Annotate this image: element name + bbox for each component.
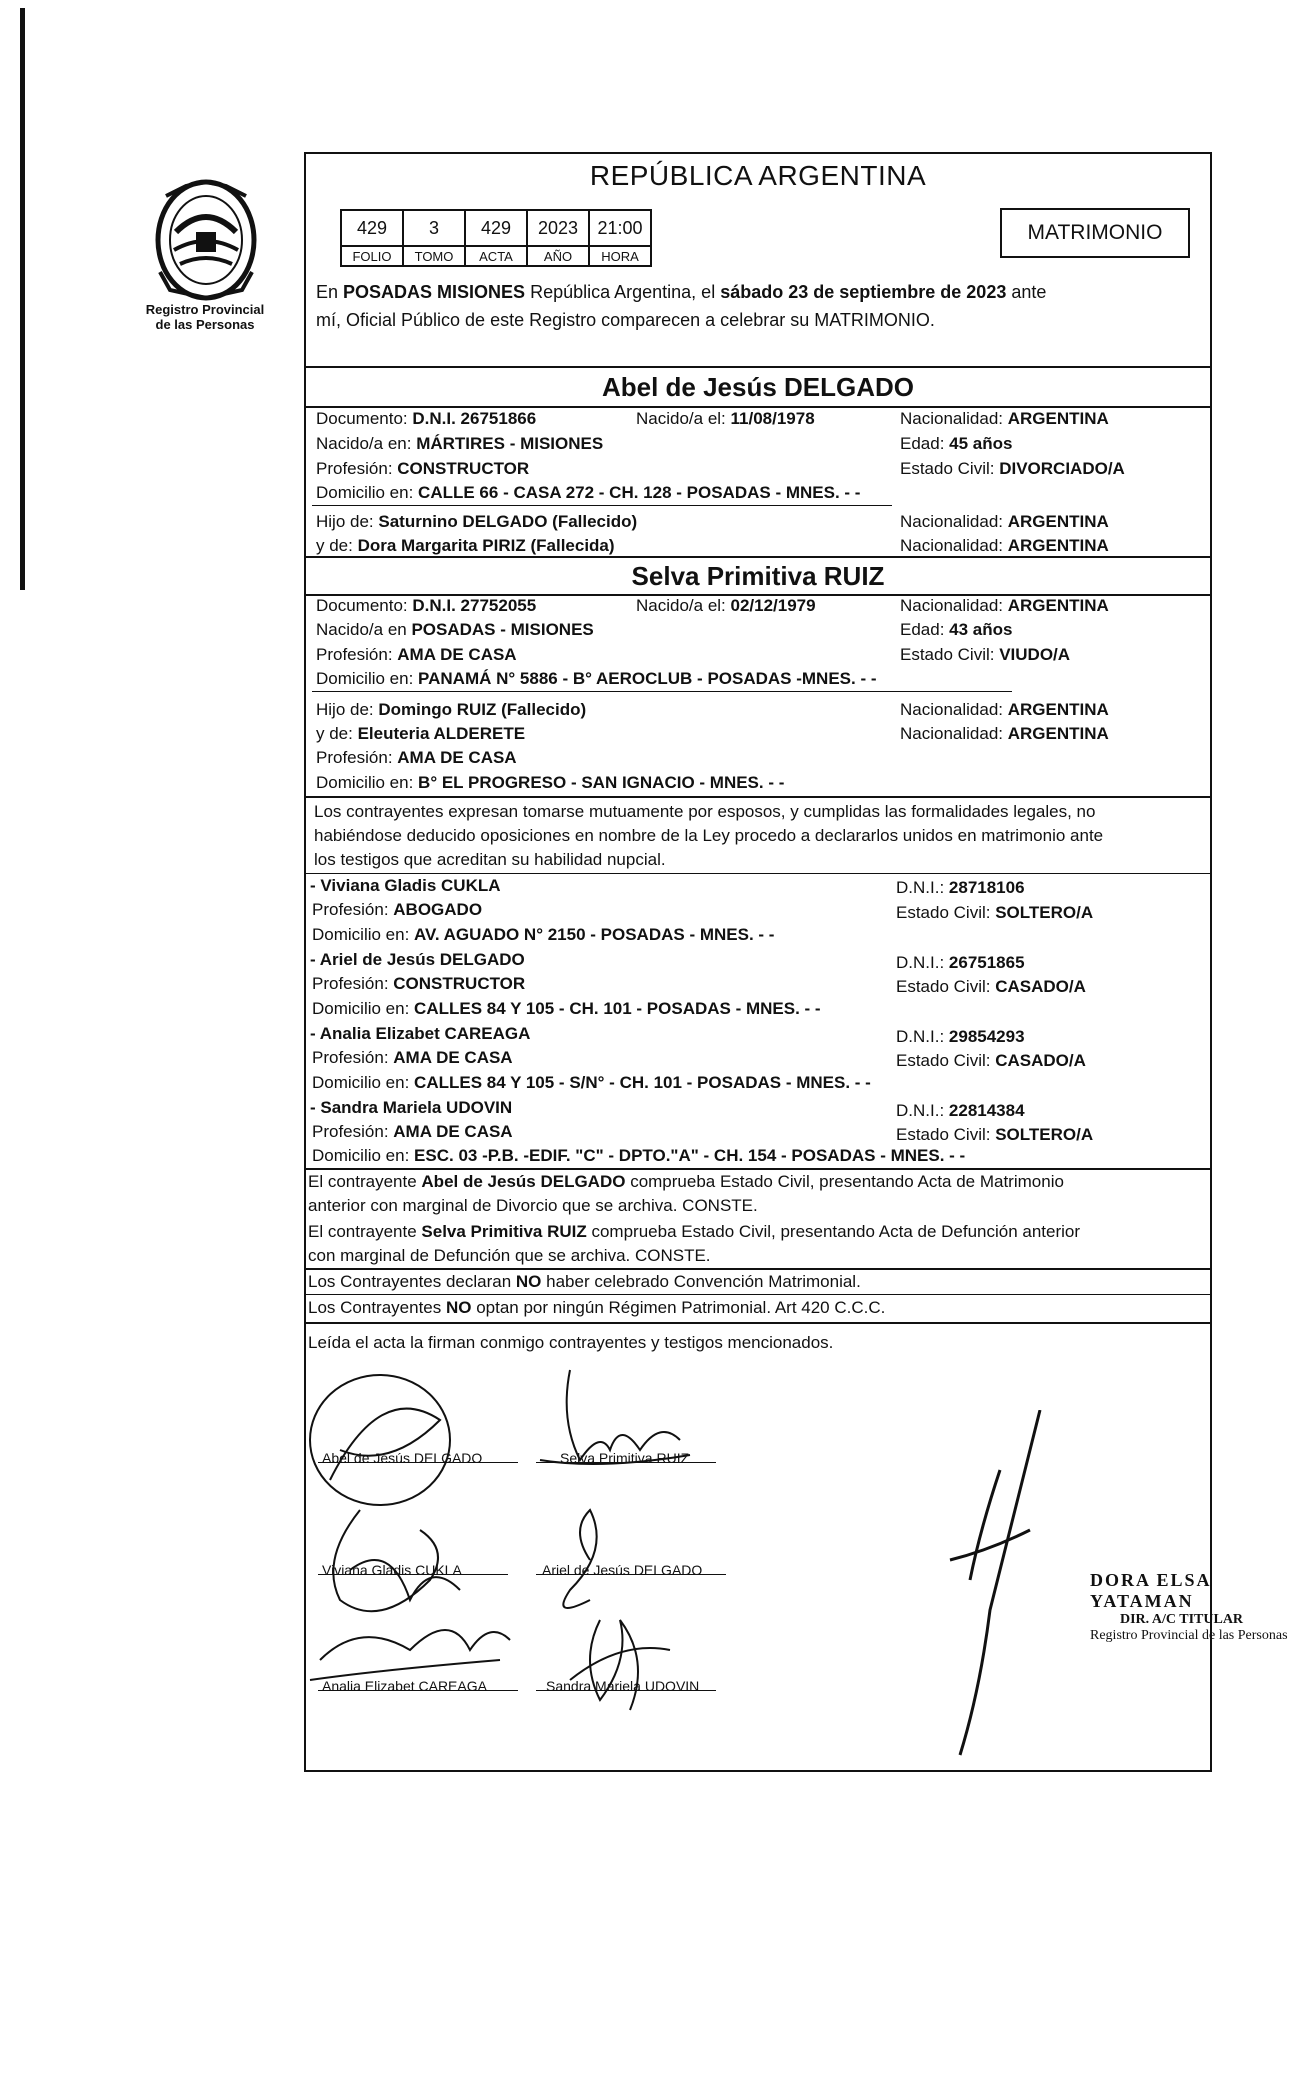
- witness-civil-status: Estado Civil: SOLTERO/A: [896, 1125, 1094, 1144]
- year-label: AÑO: [527, 246, 589, 266]
- intro-line1: En POSADAS MISIONES República Argentina, el sábado 23 de septiembre de 2023 ante: [316, 282, 1047, 302]
- spouse2-profession: Profesión: AMA DE CASA: [316, 645, 517, 664]
- tomo-label: TOMO: [403, 246, 465, 266]
- registry-label: [120, 302, 290, 332]
- spouse2-mother-address: Domicilio en: B° EL PROGRESO - SAN IGNACIO - MNES. - -: [316, 773, 785, 792]
- witness-address: Domicilio en: AV. AGUADO N° 2150 - POSADAS - MNES. - -: [312, 925, 775, 944]
- spouse2-mother-profession: Profesión: AMA DE CASA: [316, 748, 517, 767]
- spouse1-address: Domicilio en: CALLE 66 - CASA 272 - CH. 128 - POSADAS - MNES. - -: [316, 483, 861, 502]
- signature-label-6: Sandra Mariela UDOVIN: [546, 1678, 700, 1694]
- witness-address: Domicilio en: ESC. 03 -P.B. -EDIF. "C" - DPTO."A" - CH. 154 - POSADAS - MNES. - -: [312, 1146, 966, 1165]
- signature-label-5: Analia Elizabet CAREAGA: [322, 1678, 487, 1694]
- intro-date: sábado 23 de septiembre de 2023: [720, 282, 1007, 302]
- tomo-value: 3: [403, 210, 465, 246]
- registry-label-line1: Registro Provincial: [145, 302, 265, 317]
- note-4: Los Contrayentes NO optan por ningún Régimen Patrimonial. Art 420 C.C.C.: [308, 1298, 886, 1317]
- spouse1-document: Documento: D.N.I. 26751866: [316, 409, 537, 428]
- witness-name: - Ariel de Jesús DELGADO: [310, 950, 525, 969]
- declaration-line3: los testigos que acreditan su habilidad nupcial.: [314, 850, 666, 869]
- intro-line2: mí, Oficial Público de este Registro comparecen a celebrar su MATRIMONIO.: [316, 310, 935, 330]
- witness-civil-status: Estado Civil: CASADO/A: [896, 1051, 1086, 1070]
- divider: [304, 1268, 1212, 1270]
- country-title: REPÚBLICA ARGENTINA: [589, 160, 927, 191]
- official-stamp: [1090, 1570, 1297, 1644]
- act-type-box: MATRIMONIO: [1000, 208, 1190, 258]
- spouse1-mother-nationality: Nacionalidad: ARGENTINA: [900, 536, 1109, 555]
- spouse1-name: Abel de Jesús DELGADO: [601, 372, 915, 402]
- folio-label: FOLIO: [341, 246, 403, 266]
- signature-label-4: Ariel de Jesús DELGADO: [542, 1562, 703, 1578]
- act-number-table: [340, 209, 652, 267]
- spouse1-age: Edad: 45 años: [900, 434, 1013, 453]
- witness-profession: Profesión: ABOGADO: [312, 900, 483, 919]
- witness-dni: D.N.I.: 29854293: [896, 1027, 1025, 1046]
- year-value: 2023: [527, 210, 589, 246]
- divider: [304, 406, 1212, 408]
- note-1-line2: anterior con marginal de Divorcio que se archiva. CONSTE.: [308, 1196, 758, 1215]
- witness-profession: Profesión: AMA DE CASA: [312, 1048, 513, 1067]
- margin-bar: [20, 8, 25, 590]
- intro-place: POSADAS MISIONES: [343, 282, 526, 302]
- spouse2-mother: y de: Eleuteria ALDERETE: [316, 724, 526, 743]
- spouse2-name: Selva Primitiva RUIZ: [631, 561, 885, 591]
- spouse1-father-nationality: Nacionalidad: ARGENTINA: [900, 512, 1109, 531]
- divider: [312, 505, 892, 506]
- stamp-line1: DORA ELSA YATAMAN: [1090, 1570, 1211, 1611]
- witness-dni: D.N.I.: 28718106: [896, 878, 1025, 897]
- note-1-line1: El contrayente Abel de Jesús DELGADO comprueba Estado Civil, presentando Acta de Matrimonio: [308, 1172, 1064, 1191]
- witness-profession: Profesión: CONSTRUCTOR: [312, 974, 526, 993]
- closing-statement: Leída el acta la firman conmigo contrayentes y testigos mencionados.: [308, 1333, 834, 1352]
- spouse2-father-nationality: Nacionalidad: ARGENTINA: [900, 700, 1109, 719]
- spouse2-mother-nationality: Nacionalidad: ARGENTINA: [900, 724, 1109, 743]
- folio-value: 429: [341, 210, 403, 246]
- divider: [304, 1168, 1212, 1170]
- spouse2-address: Domicilio en: PANAMÁ N° 5886 - B° AEROCLUB - POSADAS -MNES. - -: [316, 669, 877, 688]
- handwritten-signatures: [300, 1360, 760, 1740]
- declaration-line2: habiéndose deducido oposiciones en nombre de la Ley procedo a declararlos unidos en matrimonio ante: [314, 826, 1104, 845]
- witness-dni: D.N.I.: 26751865: [896, 953, 1025, 972]
- declaration-line1: Los contrayentes expresan tomarse mutuamente por esposos, y cumplidas las formalidades legales, no: [314, 802, 1096, 821]
- divider: [304, 1294, 1212, 1295]
- spouse1-civil-status: Estado Civil: DIVORCIADO/A: [900, 459, 1125, 478]
- witness-name: - Analia Elizabet CAREAGA: [310, 1024, 531, 1043]
- registry-label-line2: de las Personas: [155, 317, 255, 332]
- spouse1-birthplace: Nacido/a en: MÁRTIRES - MISIONES: [316, 434, 604, 453]
- spouse2-father: Hijo de: Domingo RUIZ (Fallecido): [316, 700, 587, 719]
- spouse2-civil-status: Estado Civil: VIUDO/A: [900, 645, 1071, 664]
- note-2-line2: con marginal de Defunción que se archiva. CONSTE.: [308, 1246, 711, 1265]
- spouse2-birthplace: Nacido/a en POSADAS - MISIONES: [316, 620, 594, 639]
- signature-label-1: Abel de Jesús DELGADO: [322, 1450, 483, 1466]
- provincial-crest-logo: [140, 172, 272, 304]
- spouse1-mother: y de: Dora Margarita PIRIZ (Fallecida): [316, 536, 615, 555]
- spouse2-birthdate: Nacido/a el: 02/12/1979: [636, 596, 816, 615]
- divider: [304, 1322, 1212, 1324]
- note-2-line1: El contrayente Selva Primitiva RUIZ comprueba Estado Civil, presentando Acta de Defunción anterior: [308, 1222, 1081, 1241]
- witness-civil-status: Estado Civil: SOLTERO/A: [896, 903, 1094, 922]
- spouse1-nationality: Nacionalidad: ARGENTINA: [900, 409, 1109, 428]
- stamp-line2: DIR. A/C TITULAR: [1120, 1612, 1244, 1627]
- officer-signature: [940, 1410, 1050, 1760]
- witness-profession: Profesión: AMA DE CASA: [312, 1122, 513, 1141]
- witness-name: - Viviana Gladis CUKLA: [310, 876, 501, 895]
- acta-label: ACTA: [465, 246, 527, 266]
- signature-label-2: Selva Primitiva RUIZ: [560, 1450, 690, 1466]
- divider: [304, 366, 1212, 368]
- note-3: Los Contrayentes declaran NO haber celebrado Convención Matrimonial.: [308, 1272, 861, 1291]
- spouse1-father: Hijo de: Saturnino DELGADO (Fallecido): [316, 512, 638, 531]
- spouse2-nationality: Nacionalidad: ARGENTINA: [900, 596, 1109, 615]
- hour-value: 21:00: [589, 210, 651, 246]
- witness-civil-status: Estado Civil: CASADO/A: [896, 977, 1086, 996]
- divider: [304, 873, 1212, 874]
- divider: [304, 556, 1212, 558]
- stamp-line3: Registro Provincial de las Personas: [1090, 1628, 1288, 1643]
- spouse2-age: Edad: 43 años: [900, 620, 1013, 639]
- divider: [312, 691, 1012, 692]
- witness-name: - Sandra Mariela UDOVIN: [310, 1098, 513, 1117]
- acta-value: 429: [465, 210, 527, 246]
- witness-address: Domicilio en: CALLES 84 Y 105 - CH. 101 - POSADAS - MNES. - -: [312, 999, 821, 1018]
- signature-label-3: Viviana Gladis CUKLA: [322, 1562, 462, 1578]
- witness-address: Domicilio en: CALLES 84 Y 105 - S/N° - CH. 101 - POSADAS - MNES. - -: [312, 1073, 871, 1092]
- spouse2-document: Documento: D.N.I. 27752055: [316, 596, 537, 615]
- divider: [304, 796, 1212, 798]
- spouse1-birthdate: Nacido/a el: 11/08/1978: [636, 409, 815, 428]
- hour-label: HORA: [589, 246, 651, 266]
- witness-dni: D.N.I.: 22814384: [896, 1101, 1025, 1120]
- spouse1-profession: Profesión: CONSTRUCTOR: [316, 459, 530, 478]
